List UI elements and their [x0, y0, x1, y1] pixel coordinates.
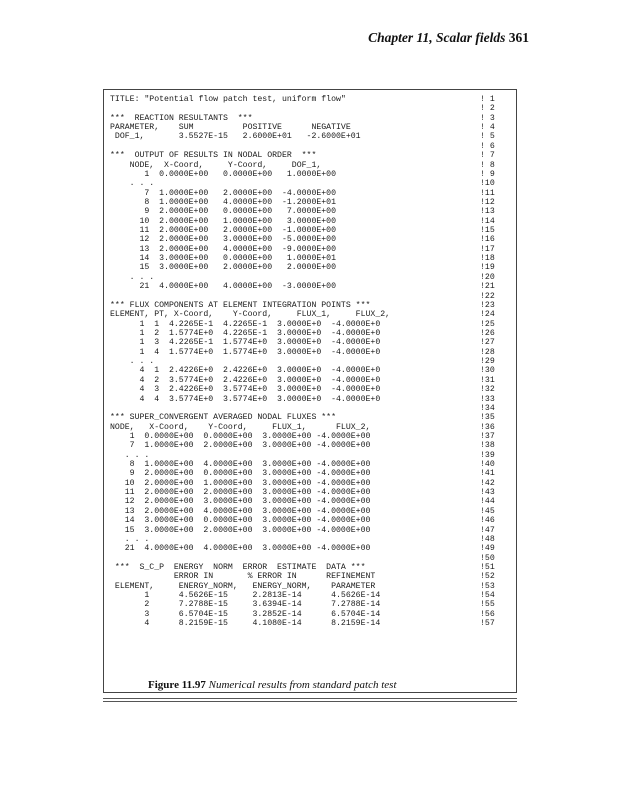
output-line [110, 226, 514, 235]
output-line-text: 1 4 1.5774E+0 1.5774E+0 3.0000E+0 -4.0000E+0 [110, 347, 381, 357]
output-line [110, 179, 514, 188]
output-line-number: !13 [480, 207, 495, 217]
output-line [110, 376, 514, 385]
output-line-number: !27 [480, 338, 495, 348]
output-line-text: *** REACTION RESULTANTS *** [110, 113, 253, 123]
output-line-text: 13 2.0000E+00 4.0000E+00 -9.0000E+00 [110, 244, 337, 254]
output-line [110, 273, 514, 282]
output-line-text: 4 3 2.4226E+0 3.5774E+0 3.0000E+0 -4.0000E+0 [110, 385, 381, 395]
output-line [110, 142, 514, 151]
footer-rule [103, 698, 517, 699]
output-line-number: !16 [480, 235, 495, 245]
output-line [110, 263, 514, 272]
output-line-number: !45 [480, 506, 495, 516]
output-line-text: . . . [110, 179, 155, 189]
output-line-number: !19 [480, 263, 495, 273]
output-line-text: *** FLUX COMPONENTS AT ELEMENT INTEGRATION POINTS *** [110, 300, 371, 310]
output-line-number: !41 [480, 469, 495, 479]
output-line-number: !52 [480, 572, 495, 582]
output-line-number: ! 7 [480, 151, 495, 161]
output-line-number: !21 [480, 282, 495, 292]
output-line-text: 1 2 1.5774E+0 4.2265E-1 3.0000E+0 -4.0000E+0 [110, 328, 381, 338]
output-line-text: 10 2.0000E+00 1.0000E+00 3.0000E+00 [110, 216, 337, 226]
output-line-number: !22 [480, 291, 495, 301]
chapter-title: Chapter 11, Scalar fields [368, 30, 506, 45]
output-line-number: !37 [480, 431, 495, 441]
output-line [110, 385, 514, 394]
output-line-text: 4 8.2159E-15 4.1080E-14 8.2159E-14 [110, 619, 381, 629]
output-line-number: !54 [480, 591, 495, 601]
output-line [110, 554, 514, 563]
output-line-number: !20 [480, 272, 495, 282]
output-line [110, 432, 514, 441]
output-line-text: 1 4.5626E-15 2.2813E-14 4.5626E-14 [110, 591, 381, 601]
figure-caption-text: Numerical results from standard patch test [208, 679, 397, 691]
output-line-text: *** SUPER_CONVERGENT AVERAGED NODAL FLUXES *** [110, 413, 337, 423]
output-line-text: 7 1.0000E+00 2.0000E+00 -4.0000E+00 [110, 188, 337, 198]
output-line-number: !15 [480, 226, 495, 236]
output-line-number: !23 [480, 300, 495, 310]
output-line [110, 292, 514, 301]
output-line [110, 282, 514, 291]
output-line-text: PARAMETER, SUM POSITIVE NEGATIVE [110, 123, 351, 133]
output-line-number: ! 4 [480, 123, 495, 133]
output-line-text: 8 1.0000E+00 4.0000E+00 -1.2000E+01 [110, 197, 337, 207]
output-line [110, 95, 514, 104]
output-line-number: !34 [480, 403, 495, 413]
output-line [110, 104, 514, 113]
output-line-text: 9 2.0000E+00 0.0000E+00 3.0000E+00 -4.0000E+00 [110, 469, 371, 479]
output-line [110, 479, 514, 488]
output-line-number: !14 [480, 216, 495, 226]
output-line-number: !53 [480, 581, 495, 591]
output-line-text: *** S_C_P ENERGY NORM ERROR ESTIMATE DATA *** [110, 562, 366, 572]
page-number: 361 [508, 30, 529, 45]
output-line-number: !35 [480, 413, 495, 423]
output-line-text: 13 2.0000E+00 4.0000E+00 3.0000E+00 -4.0000E+00 [110, 506, 371, 516]
output-line [110, 338, 514, 347]
output-line [110, 366, 514, 375]
output-line-text: 14 3.0000E+00 0.0000E+00 3.0000E+00 -4.0000E+00 [110, 516, 371, 526]
output-line-text: ERROR IN % ERROR IN REFINEMENT [110, 572, 376, 582]
output-line-text: TITLE: "Potential flow patch test, uniform flow" [110, 95, 346, 104]
output-line [110, 572, 514, 581]
output-line-number: !30 [480, 366, 495, 376]
output-line [110, 161, 514, 170]
output-line-number: !44 [480, 497, 495, 507]
output-line-number: !36 [480, 422, 495, 432]
output-line [110, 320, 514, 329]
output-line [110, 469, 514, 478]
output-line-number: !26 [480, 328, 495, 338]
output-line [110, 217, 514, 226]
output-line-text: NODE, X-Coord, Y-Coord, FLUX_1, FLUX_2, [110, 422, 371, 432]
output-line [110, 189, 514, 198]
output-line-number: !29 [480, 357, 495, 367]
output-line-number: !12 [480, 197, 495, 207]
output-line [110, 207, 514, 216]
output-line [110, 395, 514, 404]
output-line [110, 441, 514, 450]
output-line-number: !48 [480, 534, 495, 544]
output-line-text: 21 4.0000E+00 4.0000E+00 -3.0000E+00 [110, 282, 337, 292]
output-line-number: !55 [480, 600, 495, 610]
output-line-text: 11 2.0000E+00 2.0000E+00 3.0000E+00 -4.0000E+00 [110, 488, 371, 498]
output-line [110, 423, 514, 432]
output-line-text: ELEMENT, PT, X-Coord, Y-Coord, FLUX_1, FLUX_2, [110, 310, 391, 320]
output-line-text: 7 1.0000E+00 2.0000E+00 3.0000E+00 -4.0000E+00 [110, 441, 371, 451]
output-line-number: !39 [480, 450, 495, 460]
output-line [110, 245, 514, 254]
output-line-text: 12 2.0000E+00 3.0000E+00 -5.0000E+00 [110, 235, 337, 245]
output-line-text: 2 7.2788E-15 3.6394E-14 7.2788E-14 [110, 600, 381, 610]
output-line [110, 132, 514, 141]
output-line-number: ! 2 [480, 104, 495, 114]
output-line [110, 451, 514, 460]
output-line-text: 1 1 4.2265E-1 4.2265E-1 3.0000E+0 -4.0000E+0 [110, 319, 381, 329]
output-line-number: ! 6 [480, 141, 495, 151]
output-line-number: !43 [480, 488, 495, 498]
output-line-number: !42 [480, 478, 495, 488]
output-line [110, 544, 514, 553]
output-line-text: 15 3.0000E+00 2.0000E+00 2.0000E+00 [110, 263, 337, 273]
output-line-number: !17 [480, 244, 495, 254]
output-line-text: 4 1 2.4226E+0 2.4226E+0 3.0000E+0 -4.0000E+0 [110, 366, 381, 376]
output-line-text: 4 2 3.5774E+0 2.4226E+0 3.0000E+0 -4.0000E+0 [110, 375, 381, 385]
output-line [110, 516, 514, 525]
output-line-number: !33 [480, 394, 495, 404]
figure-caption [148, 679, 478, 691]
output-line-number: !57 [480, 619, 495, 629]
output-line [110, 329, 514, 338]
output-line-number: !51 [480, 562, 495, 572]
output-line [110, 582, 514, 591]
output-line-number: !47 [480, 525, 495, 535]
output-line-number: !49 [480, 544, 495, 554]
output-line-text: 4 4 3.5774E+0 3.5774E+0 3.0000E+0 -4.0000E+0 [110, 394, 381, 404]
output-line-text: 11 2.0000E+00 2.0000E+00 -1.0000E+00 [110, 226, 337, 236]
output-line-text: 1 3 4.2265E-1 1.5774E+0 3.0000E+0 -4.0000E+0 [110, 338, 381, 348]
output-line [110, 563, 514, 572]
output-line [110, 526, 514, 535]
output-line-text: 14 3.0000E+00 0.0000E+00 1.0000E+01 [110, 254, 337, 264]
output-line-number: !31 [480, 375, 495, 385]
output-line-text: . . . [110, 272, 155, 282]
output-line-number: ! 3 [480, 113, 495, 123]
output-line-number: !10 [480, 179, 495, 189]
output-line [110, 591, 514, 600]
output-line [110, 254, 514, 263]
output-line-text: . . . [110, 450, 150, 460]
output-line-text: 10 2.0000E+00 1.0000E+00 3.0000E+00 -4.0000E+00 [110, 478, 371, 488]
output-line [110, 404, 514, 413]
output-line-text: 8 1.0000E+00 4.0000E+00 3.0000E+00 -4.0000E+00 [110, 460, 371, 470]
output-line [110, 619, 514, 628]
output-line [110, 123, 514, 132]
output-line [110, 497, 514, 506]
output-line-number: !32 [480, 385, 495, 395]
output-line-number: !38 [480, 441, 495, 451]
output-line-number: !24 [480, 310, 495, 320]
output-line [110, 357, 514, 366]
output-line-number: ! 1 [480, 95, 495, 104]
output-line [110, 198, 514, 207]
output-line-text: . . . [110, 357, 155, 367]
output-line [110, 460, 514, 469]
output-line-number: ! 5 [480, 132, 495, 142]
footer-rule [103, 701, 517, 702]
output-line-number: !50 [480, 553, 495, 563]
output-line [110, 310, 514, 319]
output-line [110, 535, 514, 544]
output-line-number: ! 9 [480, 169, 495, 179]
output-line [110, 301, 514, 310]
output-line-text: 21 4.0000E+00 4.0000E+00 3.0000E+00 -4.0000E+00 [110, 544, 371, 554]
output-line-text: 3 6.5704E-15 3.2852E-14 6.5704E-14 [110, 609, 381, 619]
output-line-number: !40 [480, 460, 495, 470]
running-header [368, 30, 529, 46]
output-line-text: 1 0.0000E+00 0.0000E+00 3.0000E+00 -4.0000E+00 [110, 431, 371, 441]
program-output-listing [110, 95, 514, 628]
output-line-text: 12 2.0000E+00 3.0000E+00 3.0000E+00 -4.0000E+00 [110, 497, 371, 507]
output-line-number: !56 [480, 609, 495, 619]
output-line-number: ! 8 [480, 160, 495, 170]
output-line [110, 600, 514, 609]
output-line-text: NODE, X-Coord, Y-Coord, DOF_1, [110, 160, 322, 170]
output-line-text: 15 3.0000E+00 2.0000E+00 3.0000E+00 -4.0000E+00 [110, 525, 371, 535]
output-line-text: . . . [110, 534, 150, 544]
output-line [110, 235, 514, 244]
output-line-text: 1 0.0000E+00 0.0000E+00 1.0000E+00 [110, 169, 337, 179]
output-line-text: ELEMENT, ENERGY_NORM, ENERGY_NORM, PARAMETER [110, 581, 376, 591]
output-line-text: *** OUTPUT OF RESULTS IN NODAL ORDER *** [110, 151, 317, 161]
output-line [110, 151, 514, 160]
output-line [110, 170, 514, 179]
output-line [110, 507, 514, 516]
output-line-text: 9 2.0000E+00 0.0000E+00 7.0000E+00 [110, 207, 337, 217]
output-line [110, 348, 514, 357]
output-line-text: DOF_1, 3.5527E-15 2.6000E+01 -2.6000E+01 [110, 132, 361, 142]
output-line [110, 114, 514, 123]
output-line [110, 488, 514, 497]
output-line-number: !28 [480, 347, 495, 357]
output-line-number: !25 [480, 319, 495, 329]
output-line-number: !18 [480, 254, 495, 264]
output-line-number: !46 [480, 516, 495, 526]
output-line [110, 610, 514, 619]
output-line [110, 413, 514, 422]
output-line-number: !11 [480, 188, 495, 198]
figure-label: Figure 11.97 [148, 679, 206, 691]
